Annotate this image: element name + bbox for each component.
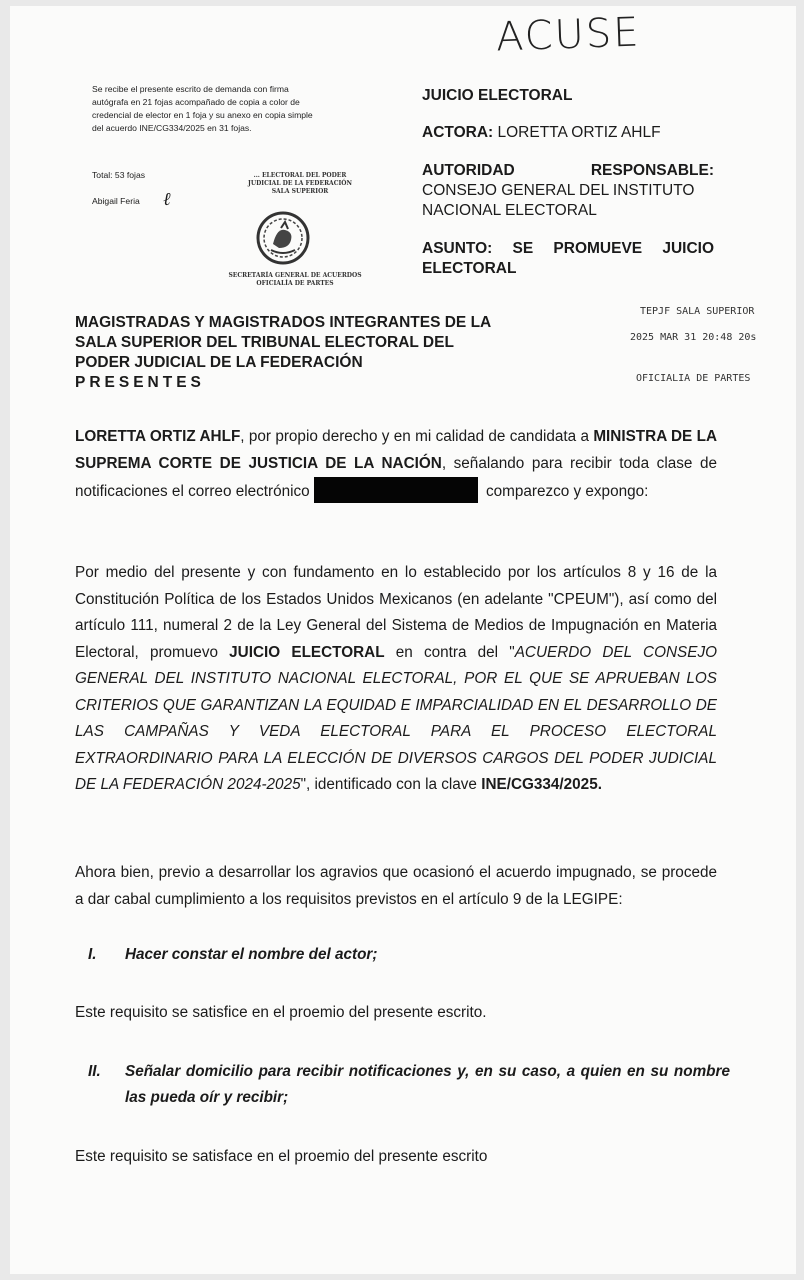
case-autoridad: AUTORIDAD RESPONSABLE: CONSEJO GENERAL DEL INSTITUTO NACIONAL ELECTORAL	[422, 162, 714, 219]
handwritten-acuse-note: ACUSE	[495, 9, 642, 61]
receipt-total: Total: 53 fojas	[92, 170, 146, 180]
requirement-1-answer: Este requisito se satisfice en el proemio del presente escrito.	[75, 1004, 487, 1021]
requirement-2-answer: Este requisito se satisface en el proemio del presente escrito	[75, 1148, 488, 1165]
signature-mark: ℓ	[163, 189, 171, 210]
case-asunto: ASUNTO: SE PROMUEVE JUICIO ELECTORAL	[422, 240, 714, 277]
body-paragraph-1: Por medio del presente y con fundamento en lo establecido por los artículos 8 y 16 de la Constitución Política de los Estados Unidos Mexicanos (en adelante "CPEUM"), así como del artículo 111, numeral 2 de la Ley General del Sistema de Medios de Impugnación en Materia Electoral, promuevo JUICIO ELECTORAL en contra del "ACUERDO DEL CONSEJO GENERAL DEL INSTITUTO NACIONAL ELECTORAL, POR EL QUE SE APRUEBAN LOS CRITERIOS QUE GARANTIZAN LA EQUIDAD E IMPARCIALIDAD EN EL DESARROLLO DE LAS CAMPAÑAS Y VEDA ELECTORAL PARA EL PROCESO ELECTORAL EXTRAORDINARIO PARA LA ELECCIÓN DE DIVERSOS CARGOS DEL PODER JUDICIAL DE LA FEDERACIÓN 2024-2025", identificado con la clave INE/CG334/2025.	[75, 564, 717, 793]
receipt-note: Se recibe el presente escrito de demanda con firma autógrafa en 21 fojas acompañado de copia a color de credencial de elector en 1 foja y su anexo en copia simple del acuerdo INE/CG334/2025 en 31 fojas.	[92, 84, 313, 133]
addressee-block: MAGISTRADAS Y MAGISTRADOS INTEGRANTES DE LA SALA SUPERIOR DEL TRIBUNAL ELECTORAL DEL PODER JUDICIAL DE LA FEDERACIÓN PRESENTES	[75, 314, 492, 391]
case-title: JUICIO ELECTORAL	[422, 87, 573, 104]
coat-of-arms-icon	[255, 210, 311, 271]
redacted-email	[314, 477, 478, 503]
case-header	[422, 86, 714, 279]
intro-paragraph: LORETTA ORTIZ AHLF, por propio derecho y en mi calidad de candidata a MINISTRA DE LA SUPREMA CORTE DE JUSTICIA DE LA NACIÓN, señalando para recibir toda clase de notificaciones el correo electrónico comparezco y expongo:	[75, 424, 717, 506]
seal-bottom-text: SECRETARÍA GENERAL DE ACUERDOS OFICIALÍA DE PARTES	[228, 272, 362, 287]
case-actora: ACTORA: LORETTA ORTIZ AHLF	[422, 124, 661, 141]
seal-top-text: ... ELECTORAL DEL PODER JUDICIAL DE LA FEDERACIÓN SALA SUPERIOR	[248, 172, 352, 195]
receipt-received-by: Abigail Feria	[92, 196, 140, 206]
body-paragraph-2: Ahora bien, previo a desarrollar los agravios que ocasionó el acuerdo impugnado, se procede a dar cabal cumplimiento a los requisitos previstos en el artículo 9 de la LEGIPE:	[75, 864, 717, 908]
